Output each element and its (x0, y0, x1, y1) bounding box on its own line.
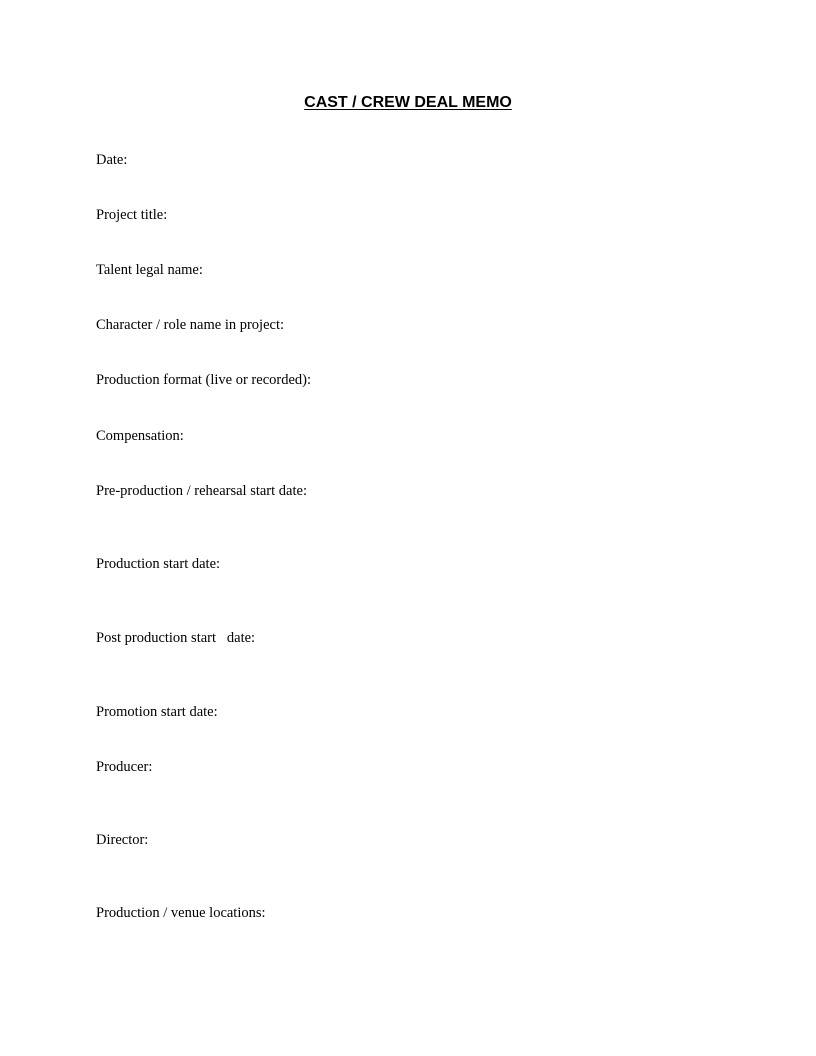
document-title: CAST / CREW DEAL MEMO (304, 94, 512, 111)
field-label-production-format: Production format (live or recorded): (96, 372, 312, 388)
field-label-director: Director: (96, 832, 149, 848)
field-label-compensation: Compensation: (96, 428, 184, 444)
field-label-date: Date: (96, 152, 128, 168)
field-label-post-production-start-date: Post production start date: (96, 630, 256, 646)
field-label-talent-legal-name: Talent legal name: (96, 262, 203, 278)
field-label-rehearsal-start-date: Pre-production / rehearsal start date: (96, 483, 307, 499)
field-label-venue-locations: Production / venue locations: (96, 905, 266, 921)
field-label-promotion-start-date: Promotion start date: (96, 704, 218, 720)
field-label-character-role-name: Character / role name in project: (96, 317, 285, 333)
field-label-production-start-date: Production start date: (96, 556, 221, 572)
field-label-producer: Producer: (96, 759, 153, 775)
field-label-project-title: Project title: (96, 207, 168, 223)
